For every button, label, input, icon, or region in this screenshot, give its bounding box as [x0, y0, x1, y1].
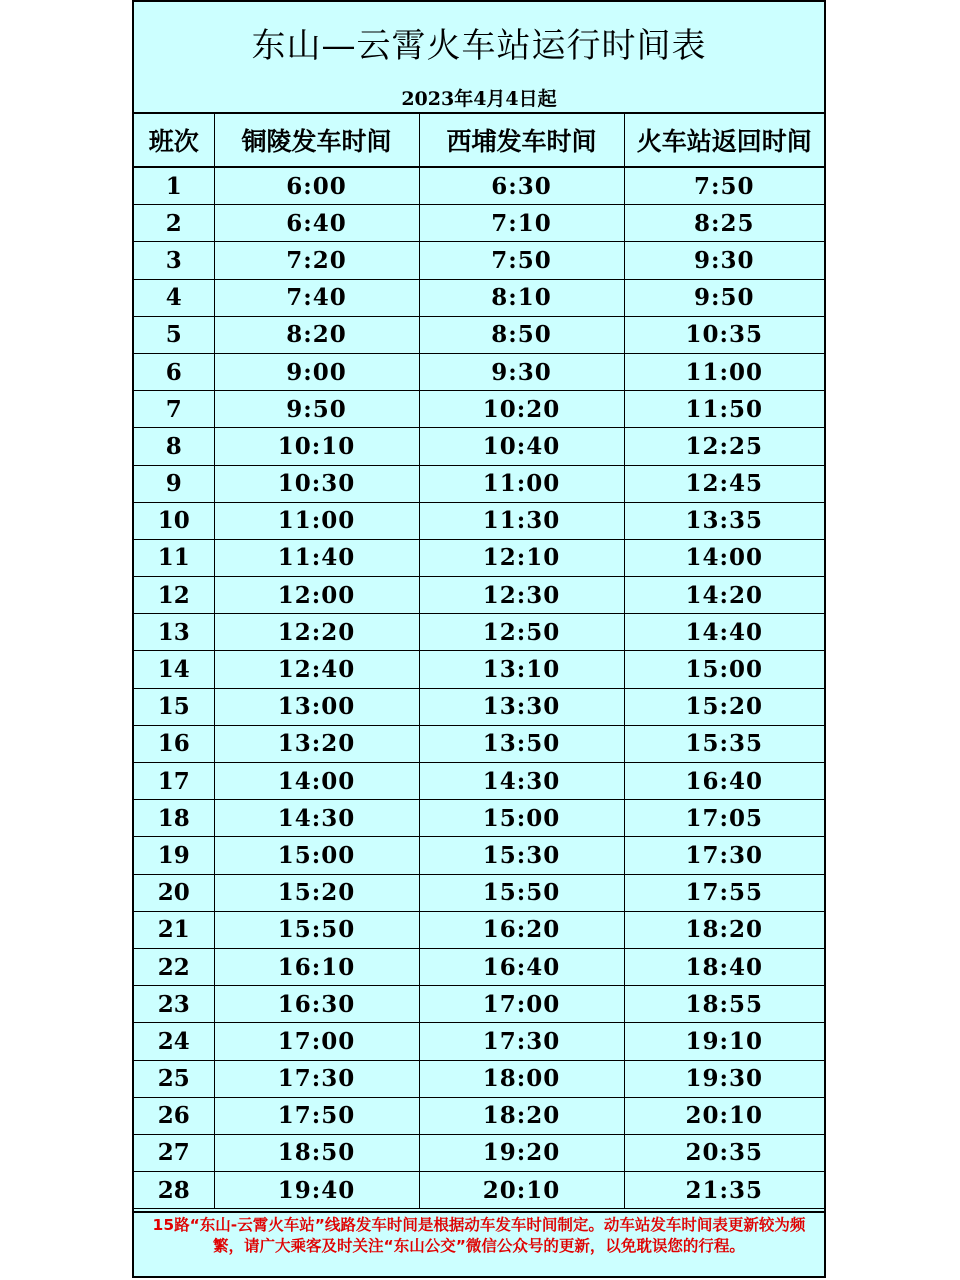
tongling-departure-cell: 16:30 [214, 986, 419, 1023]
trip-number-cell: 22 [134, 948, 214, 985]
trip-number-cell: 18 [134, 800, 214, 837]
station-return-cell: 14:20 [624, 577, 824, 614]
table-row [134, 763, 824, 800]
xipu-departure-cell: 11:30 [419, 502, 624, 539]
xipu-departure-cell: 13:30 [419, 688, 624, 725]
table-row [134, 167, 824, 205]
station-return-cell: 17:30 [624, 837, 824, 874]
station-return-cell: 11:50 [624, 391, 824, 428]
station-return-cell: 8:25 [624, 205, 824, 242]
station-return-cell: 18:40 [624, 948, 824, 985]
trip-number-cell: 20 [134, 874, 214, 911]
table-row [134, 353, 824, 390]
tongling-departure-cell: 19:40 [214, 1172, 419, 1209]
station-return-cell: 17:05 [624, 800, 824, 837]
station-return-cell: 9:50 [624, 279, 824, 316]
trip-number-cell: 21 [134, 911, 214, 948]
station-return-cell: 18:55 [624, 986, 824, 1023]
station-return-cell: 21:35 [624, 1172, 824, 1209]
tongling-departure-cell: 10:10 [214, 428, 419, 465]
trip-number-cell: 9 [134, 465, 214, 502]
trip-number-cell: 28 [134, 1172, 214, 1209]
xipu-departure-cell: 8:50 [419, 316, 624, 353]
trip-number-cell: 10 [134, 502, 214, 539]
timetable-sheet [132, 0, 826, 1278]
trip-number-cell: 13 [134, 614, 214, 651]
trip-number-cell: 26 [134, 1097, 214, 1134]
station-return-cell: 18:20 [624, 911, 824, 948]
tongling-departure-cell: 15:20 [214, 874, 419, 911]
table-row [134, 948, 824, 985]
page-title: 东山—云霄火车站运行时间表 [251, 25, 707, 66]
station-return-cell: 9:30 [624, 242, 824, 279]
xipu-departure-cell: 13:10 [419, 651, 624, 688]
tongling-departure-cell: 12:40 [214, 651, 419, 688]
tongling-departure-cell: 6:40 [214, 205, 419, 242]
station-return-cell: 10:35 [624, 316, 824, 353]
trip-number-cell: 14 [134, 651, 214, 688]
tongling-departure-cell: 15:00 [214, 837, 419, 874]
xipu-departure-cell: 17:00 [419, 986, 624, 1023]
tongling-departure-cell: 17:30 [214, 1060, 419, 1097]
trip-number-cell: 3 [134, 242, 214, 279]
trip-number-cell: 24 [134, 1023, 214, 1060]
tongling-departure-cell: 7:20 [214, 242, 419, 279]
tongling-departure-cell: 17:50 [214, 1097, 419, 1134]
station-return-cell: 7:50 [624, 167, 824, 205]
tongling-departure-cell: 11:40 [214, 539, 419, 576]
table-row [134, 539, 824, 576]
table-row [134, 1172, 824, 1209]
xipu-departure-cell: 12:30 [419, 577, 624, 614]
xipu-departure-cell: 15:30 [419, 837, 624, 874]
table-row [134, 316, 824, 353]
trip-number-cell: 19 [134, 837, 214, 874]
station-return-cell: 12:25 [624, 428, 824, 465]
tongling-departure-cell: 14:00 [214, 763, 419, 800]
table-row [134, 688, 824, 725]
table-row [134, 391, 824, 428]
xipu-departure-cell: 10:40 [419, 428, 624, 465]
station-return-cell: 11:00 [624, 353, 824, 390]
xipu-departure-cell: 10:20 [419, 391, 624, 428]
xipu-departure-cell: 18:00 [419, 1060, 624, 1097]
xipu-departure-cell: 20:10 [419, 1172, 624, 1209]
timetable-body [134, 167, 824, 1209]
table-row [134, 986, 824, 1023]
trip-number-cell: 1 [134, 167, 214, 205]
trip-number-cell: 23 [134, 986, 214, 1023]
station-return-cell: 17:55 [624, 874, 824, 911]
table-row [134, 874, 824, 911]
station-return-cell: 20:10 [624, 1097, 824, 1134]
station-return-cell: 15:00 [624, 651, 824, 688]
trip-number-cell: 17 [134, 763, 214, 800]
station-return-cell: 16:40 [624, 763, 824, 800]
tongling-departure-cell: 15:50 [214, 911, 419, 948]
table-row [134, 465, 824, 502]
table-row [134, 1134, 824, 1171]
xipu-departure-cell: 18:20 [419, 1097, 624, 1134]
station-return-cell: 14:00 [624, 539, 824, 576]
header-row [134, 113, 824, 167]
tongling-departure-cell: 17:00 [214, 1023, 419, 1060]
timetable [134, 112, 824, 1209]
trip-number-cell: 25 [134, 1060, 214, 1097]
station-return-cell: 19:10 [624, 1023, 824, 1060]
table-row [134, 1097, 824, 1134]
table-row [134, 837, 824, 874]
tongling-departure-cell: 9:50 [214, 391, 419, 428]
xipu-departure-cell: 19:20 [419, 1134, 624, 1171]
trip-number-cell: 7 [134, 391, 214, 428]
table-row [134, 1023, 824, 1060]
tongling-departure-cell: 10:30 [214, 465, 419, 502]
table-row [134, 205, 824, 242]
trip-number-cell: 6 [134, 353, 214, 390]
tongling-departure-cell: 13:20 [214, 725, 419, 762]
trip-number-cell: 16 [134, 725, 214, 762]
xipu-departure-cell: 11:00 [419, 465, 624, 502]
trip-number-cell: 12 [134, 577, 214, 614]
tongling-departure-cell: 18:50 [214, 1134, 419, 1171]
table-row [134, 725, 824, 762]
table-row [134, 428, 824, 465]
xipu-departure-cell: 6:30 [419, 167, 624, 205]
xipu-departure-cell: 15:50 [419, 874, 624, 911]
tongling-departure-cell: 9:00 [214, 353, 419, 390]
table-row [134, 614, 824, 651]
table-row [134, 1060, 824, 1097]
table-row [134, 651, 824, 688]
station-return-cell: 13:35 [624, 502, 824, 539]
xipu-departure-cell: 12:10 [419, 539, 624, 576]
xipu-departure-cell: 14:30 [419, 763, 624, 800]
tongling-departure-cell: 12:20 [214, 614, 419, 651]
tongling-departure-cell: 6:00 [214, 167, 419, 205]
xipu-departure-cell: 12:50 [419, 614, 624, 651]
tongling-departure-cell: 11:00 [214, 502, 419, 539]
table-row [134, 242, 824, 279]
header-trip-number: 班次 [134, 113, 214, 167]
xipu-departure-cell: 13:50 [419, 725, 624, 762]
header-station-return: 火车站返回时间 [624, 113, 824, 167]
trip-number-cell: 2 [134, 205, 214, 242]
header-tongling-departure: 铜陵发车时间 [214, 113, 419, 167]
trip-number-cell: 27 [134, 1134, 214, 1171]
xipu-departure-cell: 7:50 [419, 242, 624, 279]
tongling-departure-cell: 8:20 [214, 316, 419, 353]
tongling-departure-cell: 7:40 [214, 279, 419, 316]
table-row [134, 577, 824, 614]
station-return-cell: 19:30 [624, 1060, 824, 1097]
station-return-cell: 12:45 [624, 465, 824, 502]
effective-date: 2023年4月4日起 [401, 87, 557, 110]
xipu-departure-cell: 8:10 [419, 279, 624, 316]
xipu-departure-cell: 17:30 [419, 1023, 624, 1060]
header-xipu-departure: 西埔发车时间 [419, 113, 624, 167]
xipu-departure-cell: 16:20 [419, 911, 624, 948]
trip-number-cell: 5 [134, 316, 214, 353]
trip-number-cell: 11 [134, 539, 214, 576]
notice-text: 15路“东山-云霄火车站”线路发车时间是根据动车发车时间制定。动车站发车时间表更新较为频繁，请广大乘客及时关注“东山公交”微信公众号的更新，以免耽误您的行程。 [134, 1211, 824, 1257]
station-return-cell: 20:35 [624, 1134, 824, 1171]
table-row [134, 911, 824, 948]
station-return-cell: 15:20 [624, 688, 824, 725]
table-row [134, 800, 824, 837]
trip-number-cell: 8 [134, 428, 214, 465]
tongling-departure-cell: 12:00 [214, 577, 419, 614]
tongling-departure-cell: 13:00 [214, 688, 419, 725]
station-return-cell: 15:35 [624, 725, 824, 762]
xipu-departure-cell: 16:40 [419, 948, 624, 985]
tongling-departure-cell: 14:30 [214, 800, 419, 837]
xipu-departure-cell: 15:00 [419, 800, 624, 837]
table-row [134, 502, 824, 539]
trip-number-cell: 15 [134, 688, 214, 725]
xipu-departure-cell: 9:30 [419, 353, 624, 390]
table-row [134, 279, 824, 316]
station-return-cell: 14:40 [624, 614, 824, 651]
trip-number-cell: 4 [134, 279, 214, 316]
xipu-departure-cell: 7:10 [419, 205, 624, 242]
tongling-departure-cell: 16:10 [214, 948, 419, 985]
